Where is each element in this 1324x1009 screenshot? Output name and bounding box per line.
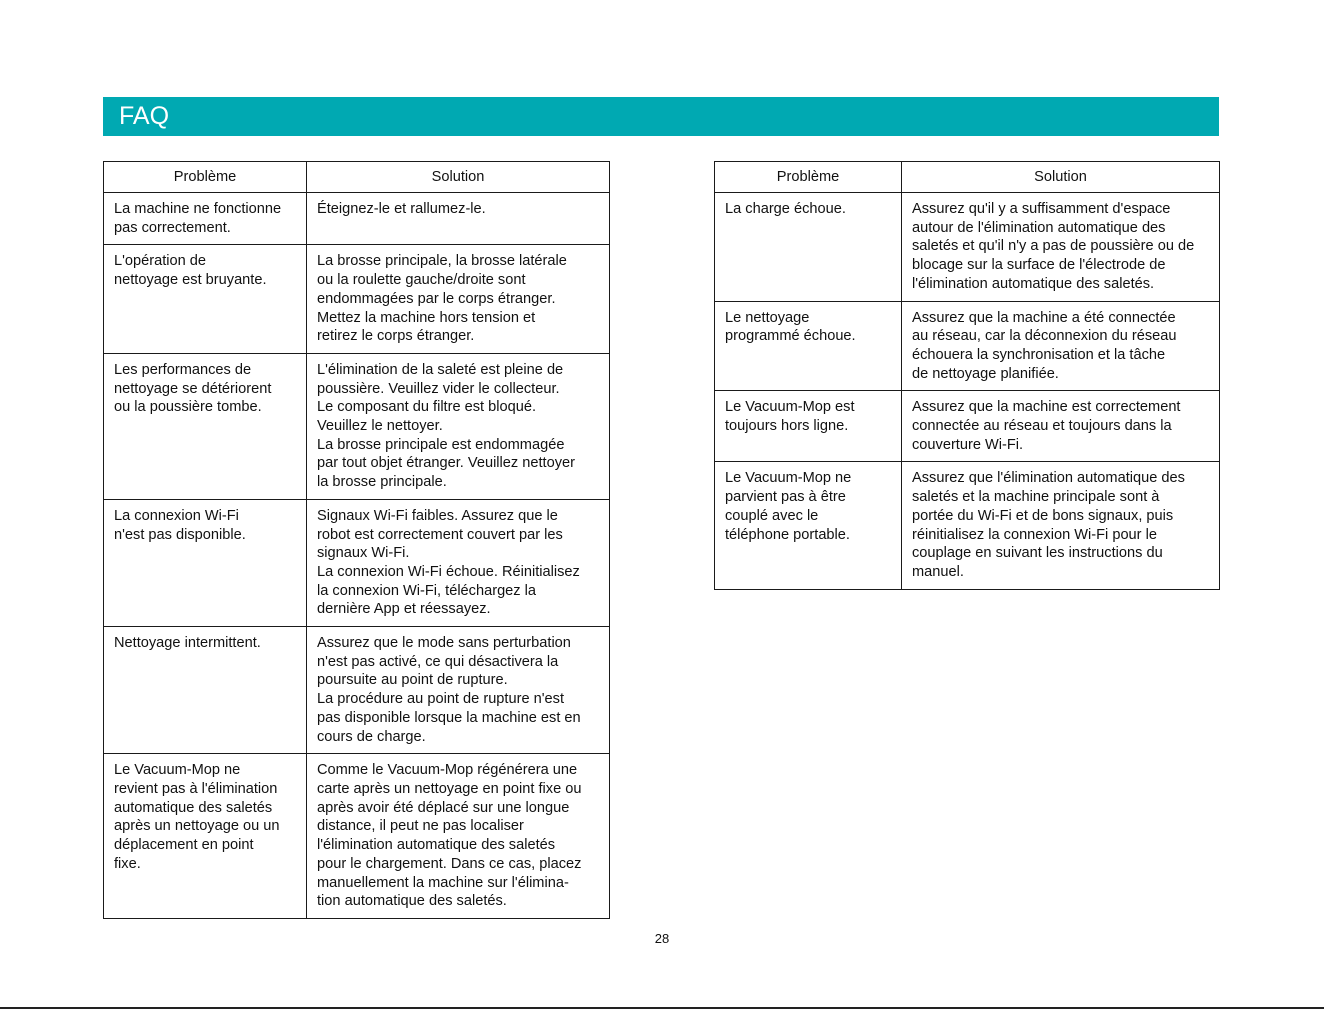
solution-cell — [307, 245, 610, 354]
problem-text-line: L'opération de — [114, 253, 207, 270]
problem-cell — [104, 353, 307, 499]
problem-text-line: nettoyage est bruyante. — [114, 272, 267, 289]
solution-cell — [307, 193, 610, 245]
solution-text-line: pour le chargement. Dans ce cas, placez — [317, 855, 582, 872]
problem-cell — [715, 391, 902, 462]
solution-text-line: poursuite au point de rupture. — [317, 672, 508, 689]
faq-table-right-body — [715, 193, 1220, 590]
problem-cell — [715, 462, 902, 589]
solution-text-line: la brosse principale. — [317, 474, 447, 491]
solution-text-line: tion automatique des saletés. — [317, 893, 507, 910]
solution-cell — [307, 754, 610, 919]
solution-text-line: Assurez que la machine a été connectée — [912, 309, 1176, 326]
solution-text-line: Comme le Vacuum-Mop régénérera une — [317, 762, 578, 779]
solution-text-line: Éteignez-le et rallumez-le. — [317, 201, 486, 217]
table-header-row — [104, 162, 610, 193]
solution-text-line: autour de l'élimination automatique des — [912, 219, 1166, 236]
solution-cell — [902, 301, 1220, 391]
problem-text-line: déplacement en point — [114, 837, 254, 854]
solution-text-line: Assurez que la machine est correctement — [912, 399, 1181, 416]
solution-text-line: L'élimination de la saleté est pleine de — [317, 361, 564, 378]
table-row — [104, 499, 610, 626]
table-row — [104, 193, 610, 245]
solution-cell — [902, 462, 1220, 589]
solution-text-line: poussière. Veuillez vider le collecteur. — [317, 380, 560, 397]
solution-column-header: Solution — [307, 162, 610, 193]
problem-cell — [715, 301, 902, 391]
problem-text-line: La charge échoue. — [725, 201, 846, 217]
solution-text-line: saletés et qu'il n'y a pas de poussière ou de — [912, 238, 1195, 255]
problem-text-line: Le Vacuum-Mop ne — [114, 762, 241, 779]
solution-text-line: Signaux Wi-Fi faibles. Assurez que le — [317, 507, 558, 524]
problem-cell — [104, 627, 307, 754]
solution-text-line: réinitialisez la connexion Wi-Fi pour le — [912, 526, 1157, 543]
problem-text-line: fixe. — [114, 855, 141, 872]
solution-text-line: Le composant du filtre est bloqué. — [317, 399, 537, 416]
solution-text-line: La brosse principale, la brosse latérale — [317, 253, 567, 270]
solution-text-line: saletés et la machine principale sont à — [912, 489, 1160, 506]
problem-text-line: programmé échoue. — [725, 328, 856, 345]
solution-text-line: La procédure au point de rupture n'est — [317, 691, 564, 708]
table-header-row — [715, 162, 1220, 193]
solution-cell — [307, 499, 610, 626]
problem-text-line: Le nettoyage — [725, 309, 810, 326]
solution-text-line: manuellement la machine sur l'élimina- — [317, 874, 569, 891]
solution-text-line: Veuillez le nettoyer. — [317, 418, 443, 435]
problem-cell — [104, 245, 307, 354]
solution-text-line: n'est pas activé, ce qui désactivera la — [317, 653, 559, 670]
solution-column-header: Solution — [902, 162, 1220, 193]
solution-text-line: signaux Wi-Fi. — [317, 545, 410, 562]
solution-text-line: La brosse principale est endommagée — [317, 436, 565, 453]
problem-text-line: téléphone portable. — [725, 526, 850, 543]
table-row — [715, 301, 1220, 391]
table-row — [715, 391, 1220, 462]
solution-text-line: pas disponible lorsque la machine est en — [317, 709, 581, 726]
solution-text-line: retirez le corps étranger. — [317, 328, 475, 345]
problem-cell — [104, 499, 307, 626]
table-row — [104, 754, 610, 919]
table-row — [715, 193, 1220, 302]
solution-text-line: dernière App et réessayez. — [317, 601, 491, 618]
problem-text-line: n'est pas disponible. — [114, 526, 246, 543]
solution-text-line: carte après un nettoyage en point fixe ou — [317, 780, 582, 797]
solution-text-line: l'élimination automatique des saletés. — [912, 275, 1155, 292]
solution-text-line: couplage en suivant les instructions du — [912, 545, 1163, 562]
table-row — [104, 627, 610, 754]
solution-text-line: l'élimination automatique des saletés — [317, 837, 556, 854]
solution-text-line: après avoir été déplacé sur une longue — [317, 799, 570, 816]
table-row — [715, 462, 1220, 589]
solution-cell — [902, 391, 1220, 462]
solution-text-line: cours de charge. — [317, 728, 426, 745]
solution-text-line: au réseau, car la déconnexion du réseau — [912, 328, 1177, 345]
table-row — [104, 245, 610, 354]
problem-text-line: Le Vacuum-Mop est — [725, 399, 855, 416]
problem-text-line: La machine ne fonctionne — [114, 201, 282, 217]
section-title: FAQ — [119, 102, 170, 130]
problem-text-line: La connexion Wi-Fi — [114, 507, 239, 524]
solution-text-line: La connexion Wi-Fi échoue. Réinitialisez — [317, 563, 580, 580]
problem-text-line: après un nettoyage ou un — [114, 818, 280, 835]
problem-text-line: ou la poussière tombe. — [114, 399, 262, 416]
problem-text-line: revient pas à l'élimination — [114, 780, 278, 797]
solution-text-line: blocage sur la surface de l'électrode de — [912, 257, 1166, 274]
table-row — [104, 353, 610, 499]
problem-text-line: couplé avec le — [725, 507, 819, 524]
solution-text-line: robot est correctement couvert par les — [317, 526, 563, 543]
problem-column-header: Problème — [104, 162, 307, 193]
solution-text-line: connectée au réseau et toujours dans la — [912, 418, 1172, 435]
faq-table-right — [714, 161, 1220, 590]
solution-text-line: Assurez qu'il y a suffisamment d'espace — [912, 201, 1171, 217]
solution-cell — [307, 627, 610, 754]
solution-text-line: échouera la synchronisation et la tâche — [912, 346, 1166, 363]
problem-text-line: nettoyage se détériorent — [114, 380, 272, 397]
solution-text-line: distance, il peut ne pas localiser — [317, 818, 524, 835]
faq-table-left — [103, 161, 610, 919]
problem-cell — [104, 754, 307, 919]
problem-text-line: parvient pas à être — [725, 489, 846, 506]
solution-text-line: endommagées par le corps étranger. — [317, 290, 556, 307]
solution-text-line: de nettoyage planifiée. — [912, 365, 1059, 382]
solution-text-line: manuel. — [912, 563, 964, 580]
solution-text-line: couverture Wi-Fi. — [912, 436, 1024, 453]
problem-text-line: Les performances de — [114, 361, 252, 378]
solution-text-line: Mettez la machine hors tension et — [317, 309, 536, 326]
page-number: 28 — [654, 931, 670, 946]
solution-text-line: Assurez que le mode sans perturbation — [317, 635, 571, 652]
problem-text-line: automatique des saletés — [114, 799, 273, 816]
solution-text-line: ou la roulette gauche/droite sont — [317, 272, 526, 289]
solution-text-line: Assurez que l'élimination automatique des — [912, 470, 1185, 487]
problem-text-line: toujours hors ligne. — [725, 418, 849, 435]
problem-text-line: pas correctement. — [114, 219, 231, 236]
solution-text-line: par tout objet étranger. Veuillez nettoyer — [317, 455, 575, 472]
section-banner — [103, 97, 1219, 136]
solution-text-line: portée du Wi-Fi et de bons signaux, puis — [912, 507, 1174, 524]
solution-cell — [307, 353, 610, 499]
problem-cell — [715, 193, 902, 302]
solution-cell — [902, 193, 1220, 302]
faq-table-left-body — [104, 193, 610, 919]
problem-column-header: Problème — [715, 162, 902, 193]
problem-text-line: Le Vacuum-Mop ne — [725, 470, 852, 487]
problem-cell — [104, 193, 307, 245]
solution-text-line: la connexion Wi-Fi, téléchargez la — [317, 582, 537, 599]
problem-text-line: Nettoyage intermittent. — [114, 635, 261, 652]
